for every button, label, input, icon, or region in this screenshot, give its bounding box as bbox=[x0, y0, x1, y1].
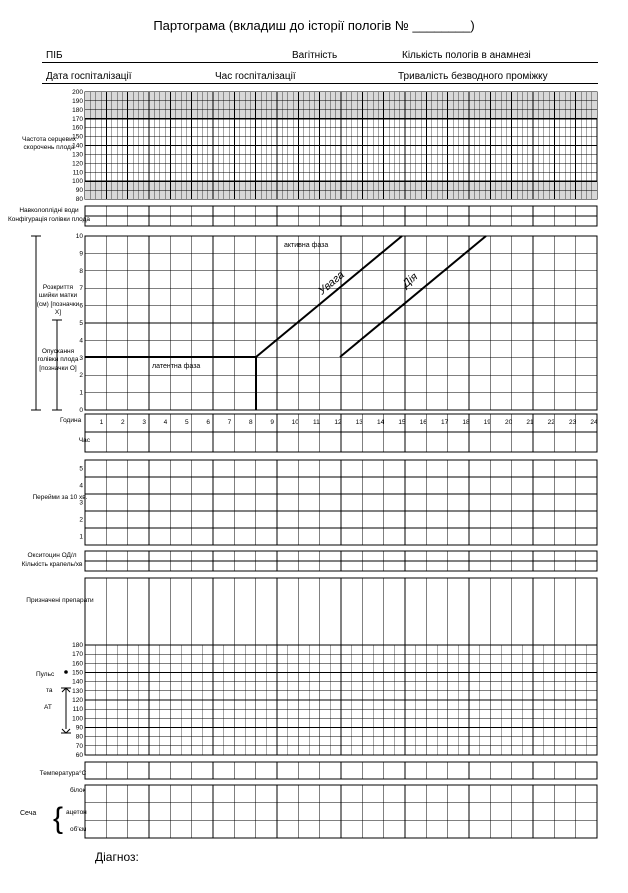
dilation-scale-value: 8 bbox=[79, 267, 83, 275]
fhr-scale-value: 190 bbox=[72, 97, 83, 105]
fhr-scale-value: 160 bbox=[72, 124, 83, 132]
hour-number: 5 bbox=[185, 419, 189, 426]
hour-number: 22 bbox=[547, 419, 555, 426]
and-label: та bbox=[46, 687, 53, 694]
fhr-scale-value: 150 bbox=[72, 133, 83, 141]
hour-number: 16 bbox=[419, 419, 427, 426]
page-title: Партограма (вкладиш до історії пологів № ________) bbox=[153, 18, 475, 33]
fhr-scale-value: 170 bbox=[72, 115, 83, 123]
pulse-scale-value: 100 bbox=[72, 715, 83, 723]
configuration-label: Конфігурація голівки плода bbox=[8, 216, 90, 223]
hour-number: 10 bbox=[291, 419, 299, 426]
urine-label: Сеча bbox=[20, 810, 37, 817]
contractions-label: Перейми за 10 хв. bbox=[32, 494, 88, 501]
hour-number: 12 bbox=[334, 419, 342, 426]
diagnosis-label: Діагноз: bbox=[95, 850, 139, 864]
drugs-label: Призначені препарати bbox=[26, 597, 94, 604]
pulse-label: Пульс bbox=[36, 671, 55, 678]
action-line-text: Дія bbox=[400, 270, 421, 291]
pulse-scale-value: 150 bbox=[72, 669, 83, 677]
fhr-scale-value: 120 bbox=[72, 160, 83, 168]
hour-number: 1 bbox=[99, 419, 104, 426]
volume-label: об'єм bbox=[70, 826, 87, 833]
bp-label: АТ bbox=[44, 704, 52, 711]
hour-number: 8 bbox=[249, 419, 253, 426]
dilation-scale-value: 10 bbox=[75, 233, 83, 240]
dilation-scale-value: 4 bbox=[79, 337, 83, 345]
acetone-label: ацетон bbox=[66, 809, 87, 816]
fhr-scale-value: 180 bbox=[72, 106, 83, 114]
fhr-scale-value: 100 bbox=[72, 178, 83, 186]
dilation-scale-value: 9 bbox=[79, 250, 83, 258]
cervix-dilation-label: Розкриття шийки матки (см) [позначки X] bbox=[36, 284, 80, 317]
hour-number: 13 bbox=[355, 419, 363, 426]
hour-number: 3 bbox=[142, 419, 146, 426]
urine-brace-icon: { bbox=[53, 802, 64, 835]
dilation-scale-value: 0 bbox=[79, 407, 83, 414]
hour-number: 4 bbox=[163, 419, 168, 426]
temperature-label: Температура°С bbox=[39, 770, 87, 777]
hour-number: 23 bbox=[569, 419, 577, 426]
dilation-scale-value: 5 bbox=[79, 320, 83, 327]
pulse-scale-value: 110 bbox=[72, 706, 83, 714]
oxytocin-label: Окситоцин ОД/л bbox=[27, 552, 77, 559]
contractions-scale-value: 1 bbox=[79, 533, 83, 541]
pulse-scale-value: 120 bbox=[72, 697, 83, 704]
amniotic-waters-label: Навколоплідні води bbox=[19, 207, 79, 214]
alert-line bbox=[256, 236, 402, 357]
contractions-scale-value: 4 bbox=[79, 482, 83, 490]
hour-number: 2 bbox=[121, 419, 125, 426]
admission-date-label: Дата госпіталізації bbox=[46, 71, 132, 82]
fhr-label: Частота серцевих скорочень плода bbox=[22, 136, 76, 152]
fhr-scale-value: 110 bbox=[72, 169, 83, 177]
dilation-scale-value: 3 bbox=[79, 354, 83, 362]
hour-number: 9 bbox=[270, 419, 274, 426]
pulse-scale-value: 60 bbox=[75, 752, 83, 759]
fhr-scale-value: 90 bbox=[75, 187, 83, 195]
pulse-scale-value: 80 bbox=[75, 733, 83, 741]
hour-number: 21 bbox=[526, 419, 534, 426]
pulse-scale-value: 140 bbox=[72, 678, 83, 686]
dilation-scale-value: 7 bbox=[79, 285, 83, 293]
dilation-scale-value: 6 bbox=[79, 302, 83, 310]
hour-number: 7 bbox=[227, 419, 232, 426]
hour-label: Година bbox=[60, 417, 82, 424]
protein-label: білок bbox=[70, 787, 86, 794]
drops-label: Кількість крапель/хв bbox=[21, 561, 83, 568]
hour-number: 11 bbox=[313, 419, 320, 426]
admission-time-label: Час госпіталізації bbox=[215, 71, 296, 82]
dilation-scale-value: 2 bbox=[79, 372, 83, 380]
contractions-scale-value: 5 bbox=[79, 465, 83, 473]
hour-number: 20 bbox=[505, 419, 513, 426]
hour-number: 18 bbox=[462, 419, 470, 426]
births-count-label: Кількість пологів в анамнезі bbox=[402, 50, 531, 61]
fhr-scale-value: 130 bbox=[72, 151, 83, 159]
alert-line-text: Увага bbox=[316, 268, 347, 298]
pregnancy-label: Вагітність bbox=[292, 50, 338, 61]
contractions-scale-value: 3 bbox=[79, 499, 83, 507]
pulse-scale-value: 170 bbox=[72, 651, 83, 659]
latent-phase-text: латентна фаза bbox=[152, 363, 201, 370]
hour-number: 19 bbox=[483, 419, 491, 426]
pulse-scale-value: 130 bbox=[72, 687, 83, 695]
hour-number: 14 bbox=[377, 419, 385, 426]
time-label: Час bbox=[78, 437, 90, 444]
fhr-scale-value: 80 bbox=[75, 196, 83, 203]
anhydrous-duration-label: Тривалість безводного проміжку bbox=[398, 71, 548, 82]
pulse-scale-value: 180 bbox=[72, 642, 83, 649]
pulse-scale-value: 90 bbox=[75, 724, 83, 732]
active-phase-text: активна фаза bbox=[284, 242, 329, 249]
fhr-scale-value: 140 bbox=[72, 142, 83, 150]
hour-number: 6 bbox=[206, 419, 210, 426]
fhr-scale-value: 200 bbox=[72, 89, 83, 96]
hour-number: 15 bbox=[398, 419, 406, 426]
contractions-scale-value: 2 bbox=[79, 516, 83, 524]
pulse-scale-value: 160 bbox=[72, 660, 83, 668]
head-descent-label: Опускання голівки плода [позначки О] bbox=[37, 348, 79, 372]
pib-label: ПІБ bbox=[46, 50, 63, 61]
action-line bbox=[340, 236, 486, 357]
dilation-scale-value: 1 bbox=[79, 389, 83, 397]
pulse-dot-icon bbox=[64, 670, 68, 674]
hour-number: 17 bbox=[441, 419, 449, 426]
label-brackets bbox=[31, 236, 71, 733]
pulse-scale-value: 70 bbox=[75, 742, 83, 750]
hour-number: 24 bbox=[590, 419, 598, 426]
